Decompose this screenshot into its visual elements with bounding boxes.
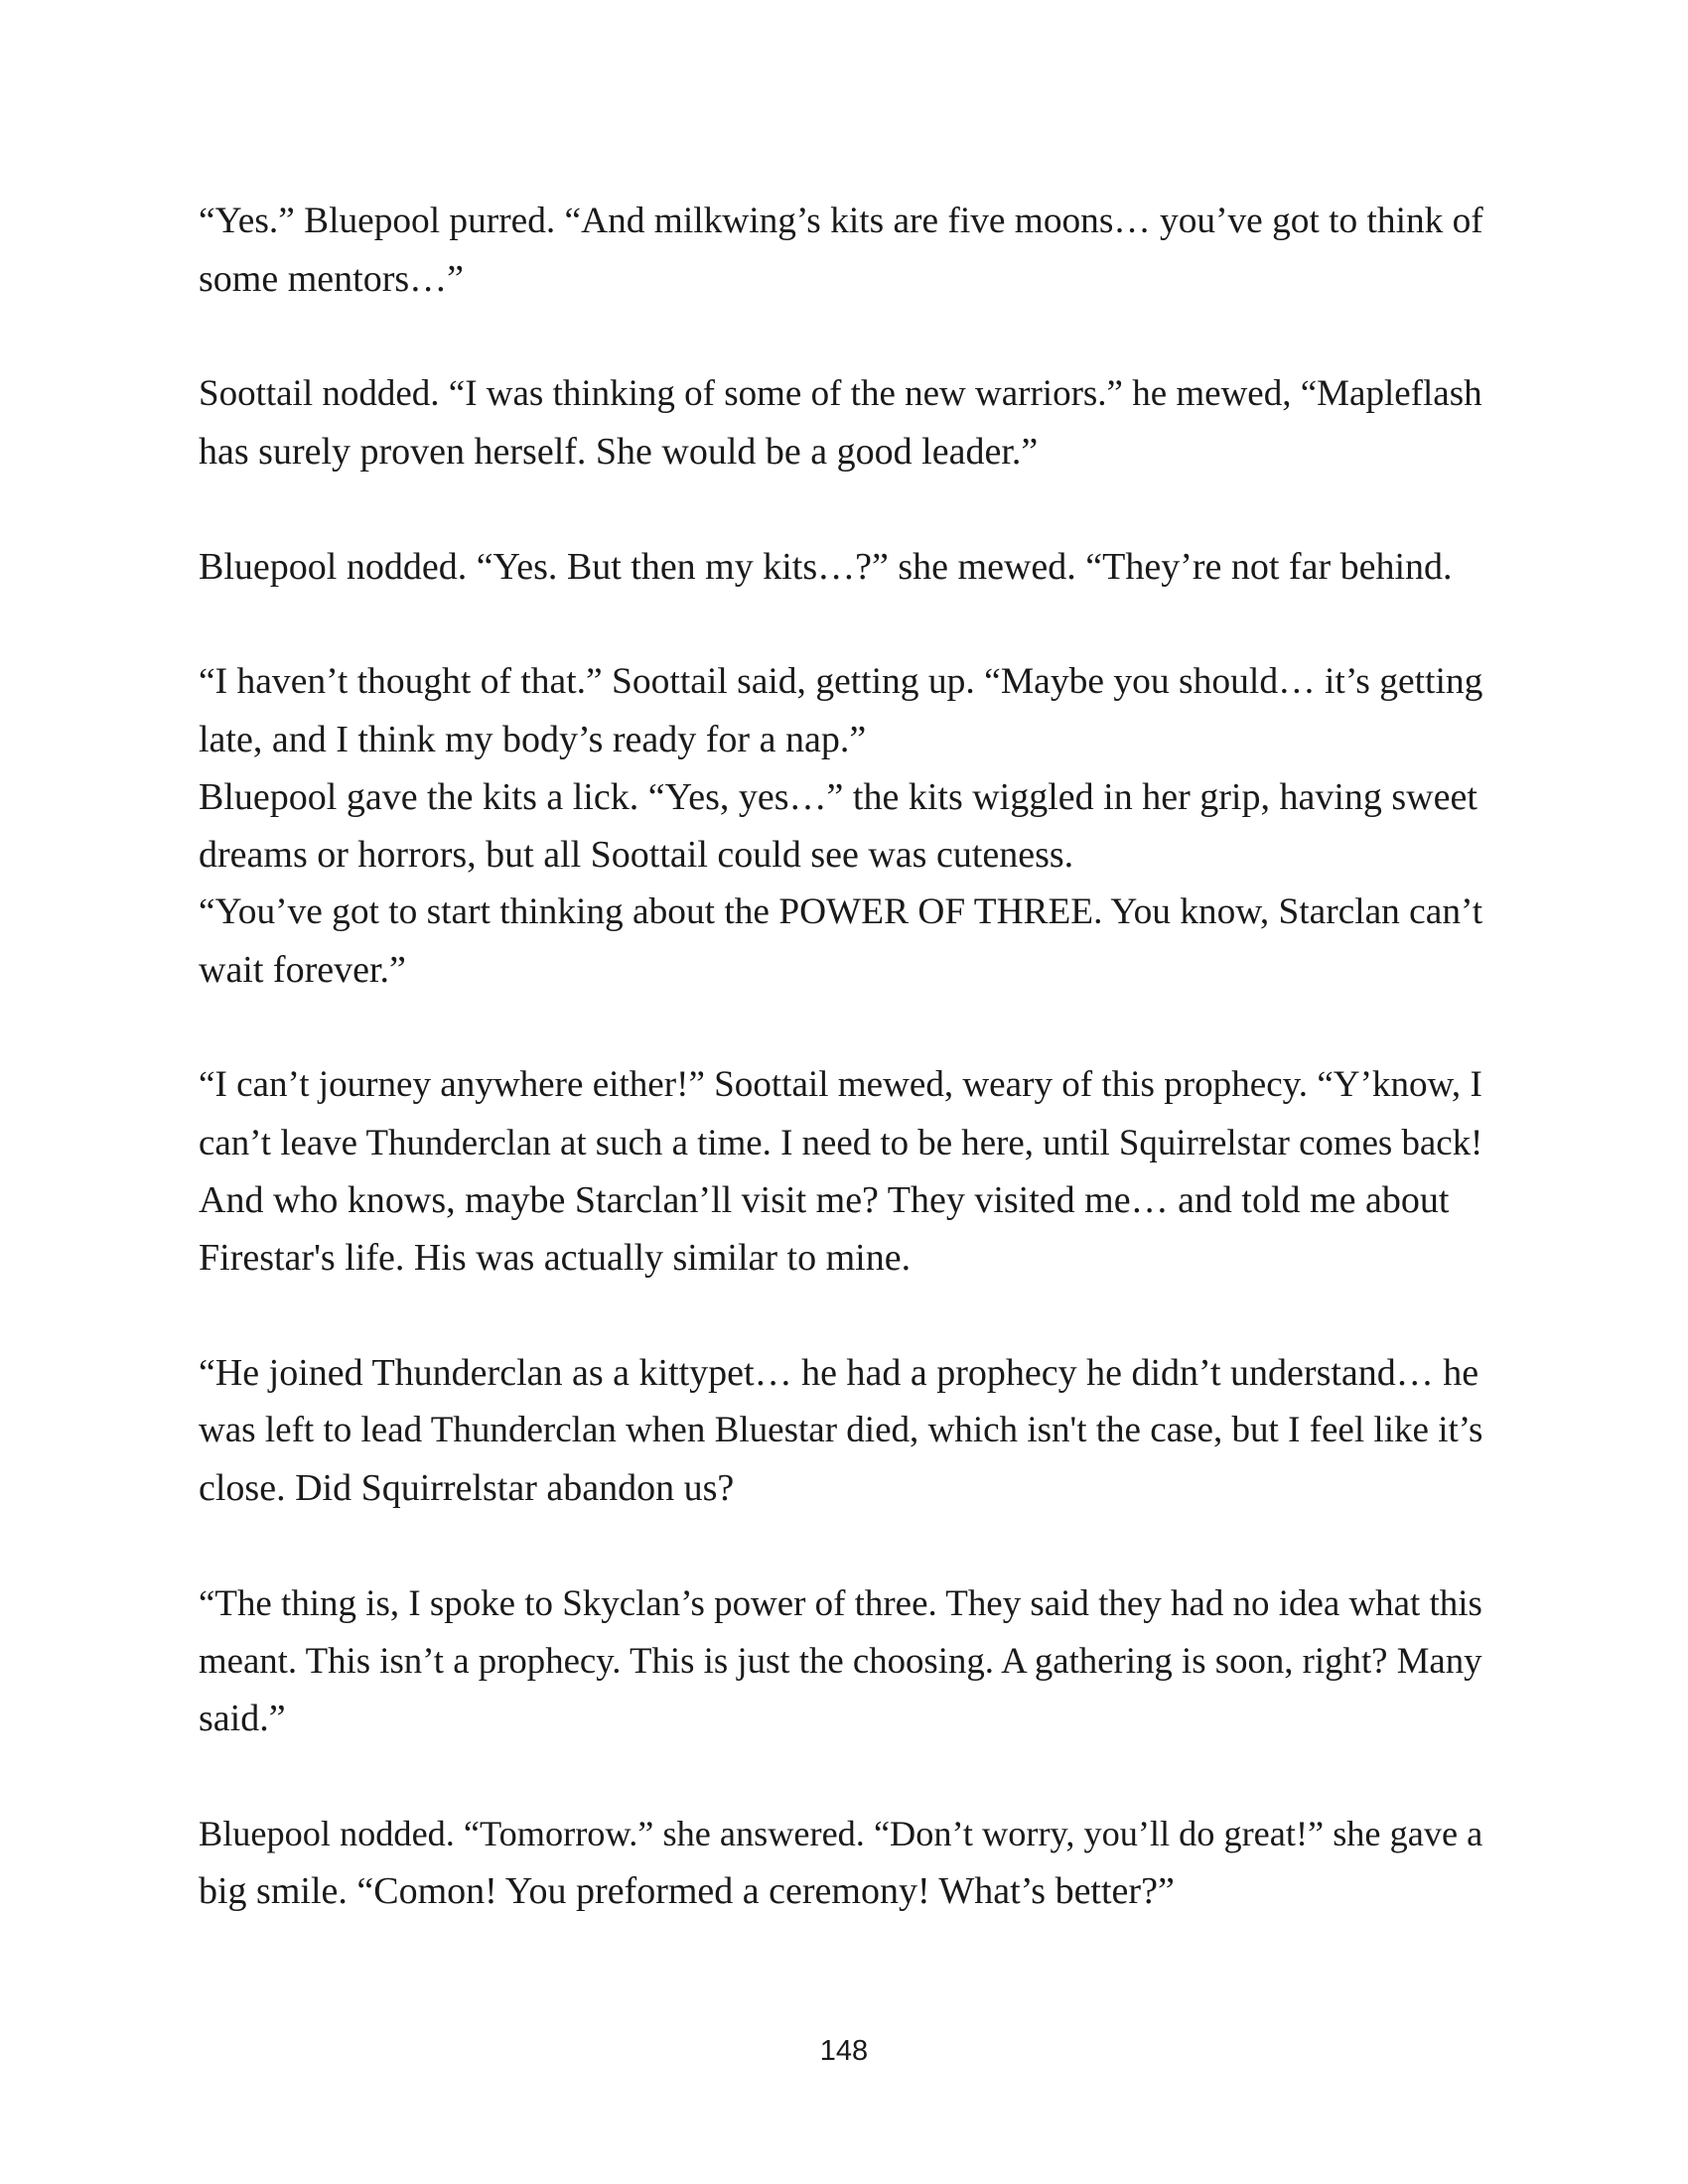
text-line: has surely proven herself. She would be a good leader.” <box>199 431 1039 473</box>
text-line: Bluepool gave the kits a lick. “Yes, yes…” the kits wiggled in her grip, having sweet <box>199 776 1477 818</box>
paragraph-3 <box>199 538 1489 596</box>
text-line: big smile. “Comon! You preformed a ceremony! What’s better?” <box>199 1870 1175 1912</box>
text-line: “I can’t journey anywhere either!” Soottail mewed, weary of this prophecy. “Y’know, I <box>199 1064 1482 1105</box>
text-line: Soottail nodded. “I was thinking of some of the new warriors.” he mewed, “Mapleflash <box>199 373 1482 414</box>
text-line: And who knows, maybe Starclan’ll visit me? They visited me… and told me about <box>199 1179 1450 1221</box>
paragraph-2 <box>199 365 1489 480</box>
text-line: “I haven’t thought of that.” Soottail said, getting up. “Maybe you should… it’s getting <box>199 661 1483 702</box>
page-number: 148 <box>819 2035 869 2067</box>
text-line: Bluepool nodded. “Tomorrow.” she answered. “Don’t worry, you’ll do great!” she gave a <box>199 1814 1483 1853</box>
text-line: said.” <box>199 1698 286 1739</box>
paragraph-1 <box>199 193 1489 308</box>
text-line: wait forever.” <box>199 949 406 991</box>
body-text <box>199 193 1489 1978</box>
text-line: “He joined Thunderclan as a kittypet… he had a prophecy he didn’t understand… he <box>199 1352 1479 1394</box>
text-line: meant. This isn’t a prophecy. This is just the choosing. A gathering is soon, right? Many <box>199 1640 1482 1681</box>
text-line: “The thing is, I spoke to Skyclan’s power of three. They said they had no idea what this <box>199 1582 1482 1623</box>
paragraph-10 <box>199 1805 1489 1920</box>
paragraph-8 <box>199 1344 1489 1517</box>
text-line: late, and I think my body’s ready for a nap.” <box>199 719 867 760</box>
text-line: Bluepool nodded. “Yes. But then my kits…?” she mewed. “They’re not far behind. <box>199 546 1453 588</box>
paragraph-4 <box>199 653 1489 768</box>
text-line: “You’ve got to start thinking about the POWER OF THREE. You know, Starclan can’t <box>199 891 1483 932</box>
text-line: Firestar's life. His was actually similar to mine. <box>199 1237 912 1279</box>
text-line: close. Did Squirrelstar abandon us? <box>199 1467 735 1509</box>
paragraph-9 <box>199 1574 1489 1747</box>
text-line: can’t leave Thunderclan at such a time. I need to be here, until Squirrelstar comes back! <box>199 1122 1483 1162</box>
paragraph-7 <box>199 1056 1489 1287</box>
text-line: dreams or horrors, but all Soottail could see was cuteness. <box>199 834 1074 876</box>
paragraph-5 <box>199 768 1489 884</box>
text-line: some mentors…” <box>199 258 465 300</box>
text-line: was left to lead Thunderclan when Bluestar died, which isn't the case, but I feel like it’s <box>199 1410 1483 1450</box>
text-line: “Yes.” Bluepool purred. “And milkwing’s kits are five moons… you’ve got to think of <box>199 201 1483 241</box>
paragraph-6 <box>199 884 1489 999</box>
